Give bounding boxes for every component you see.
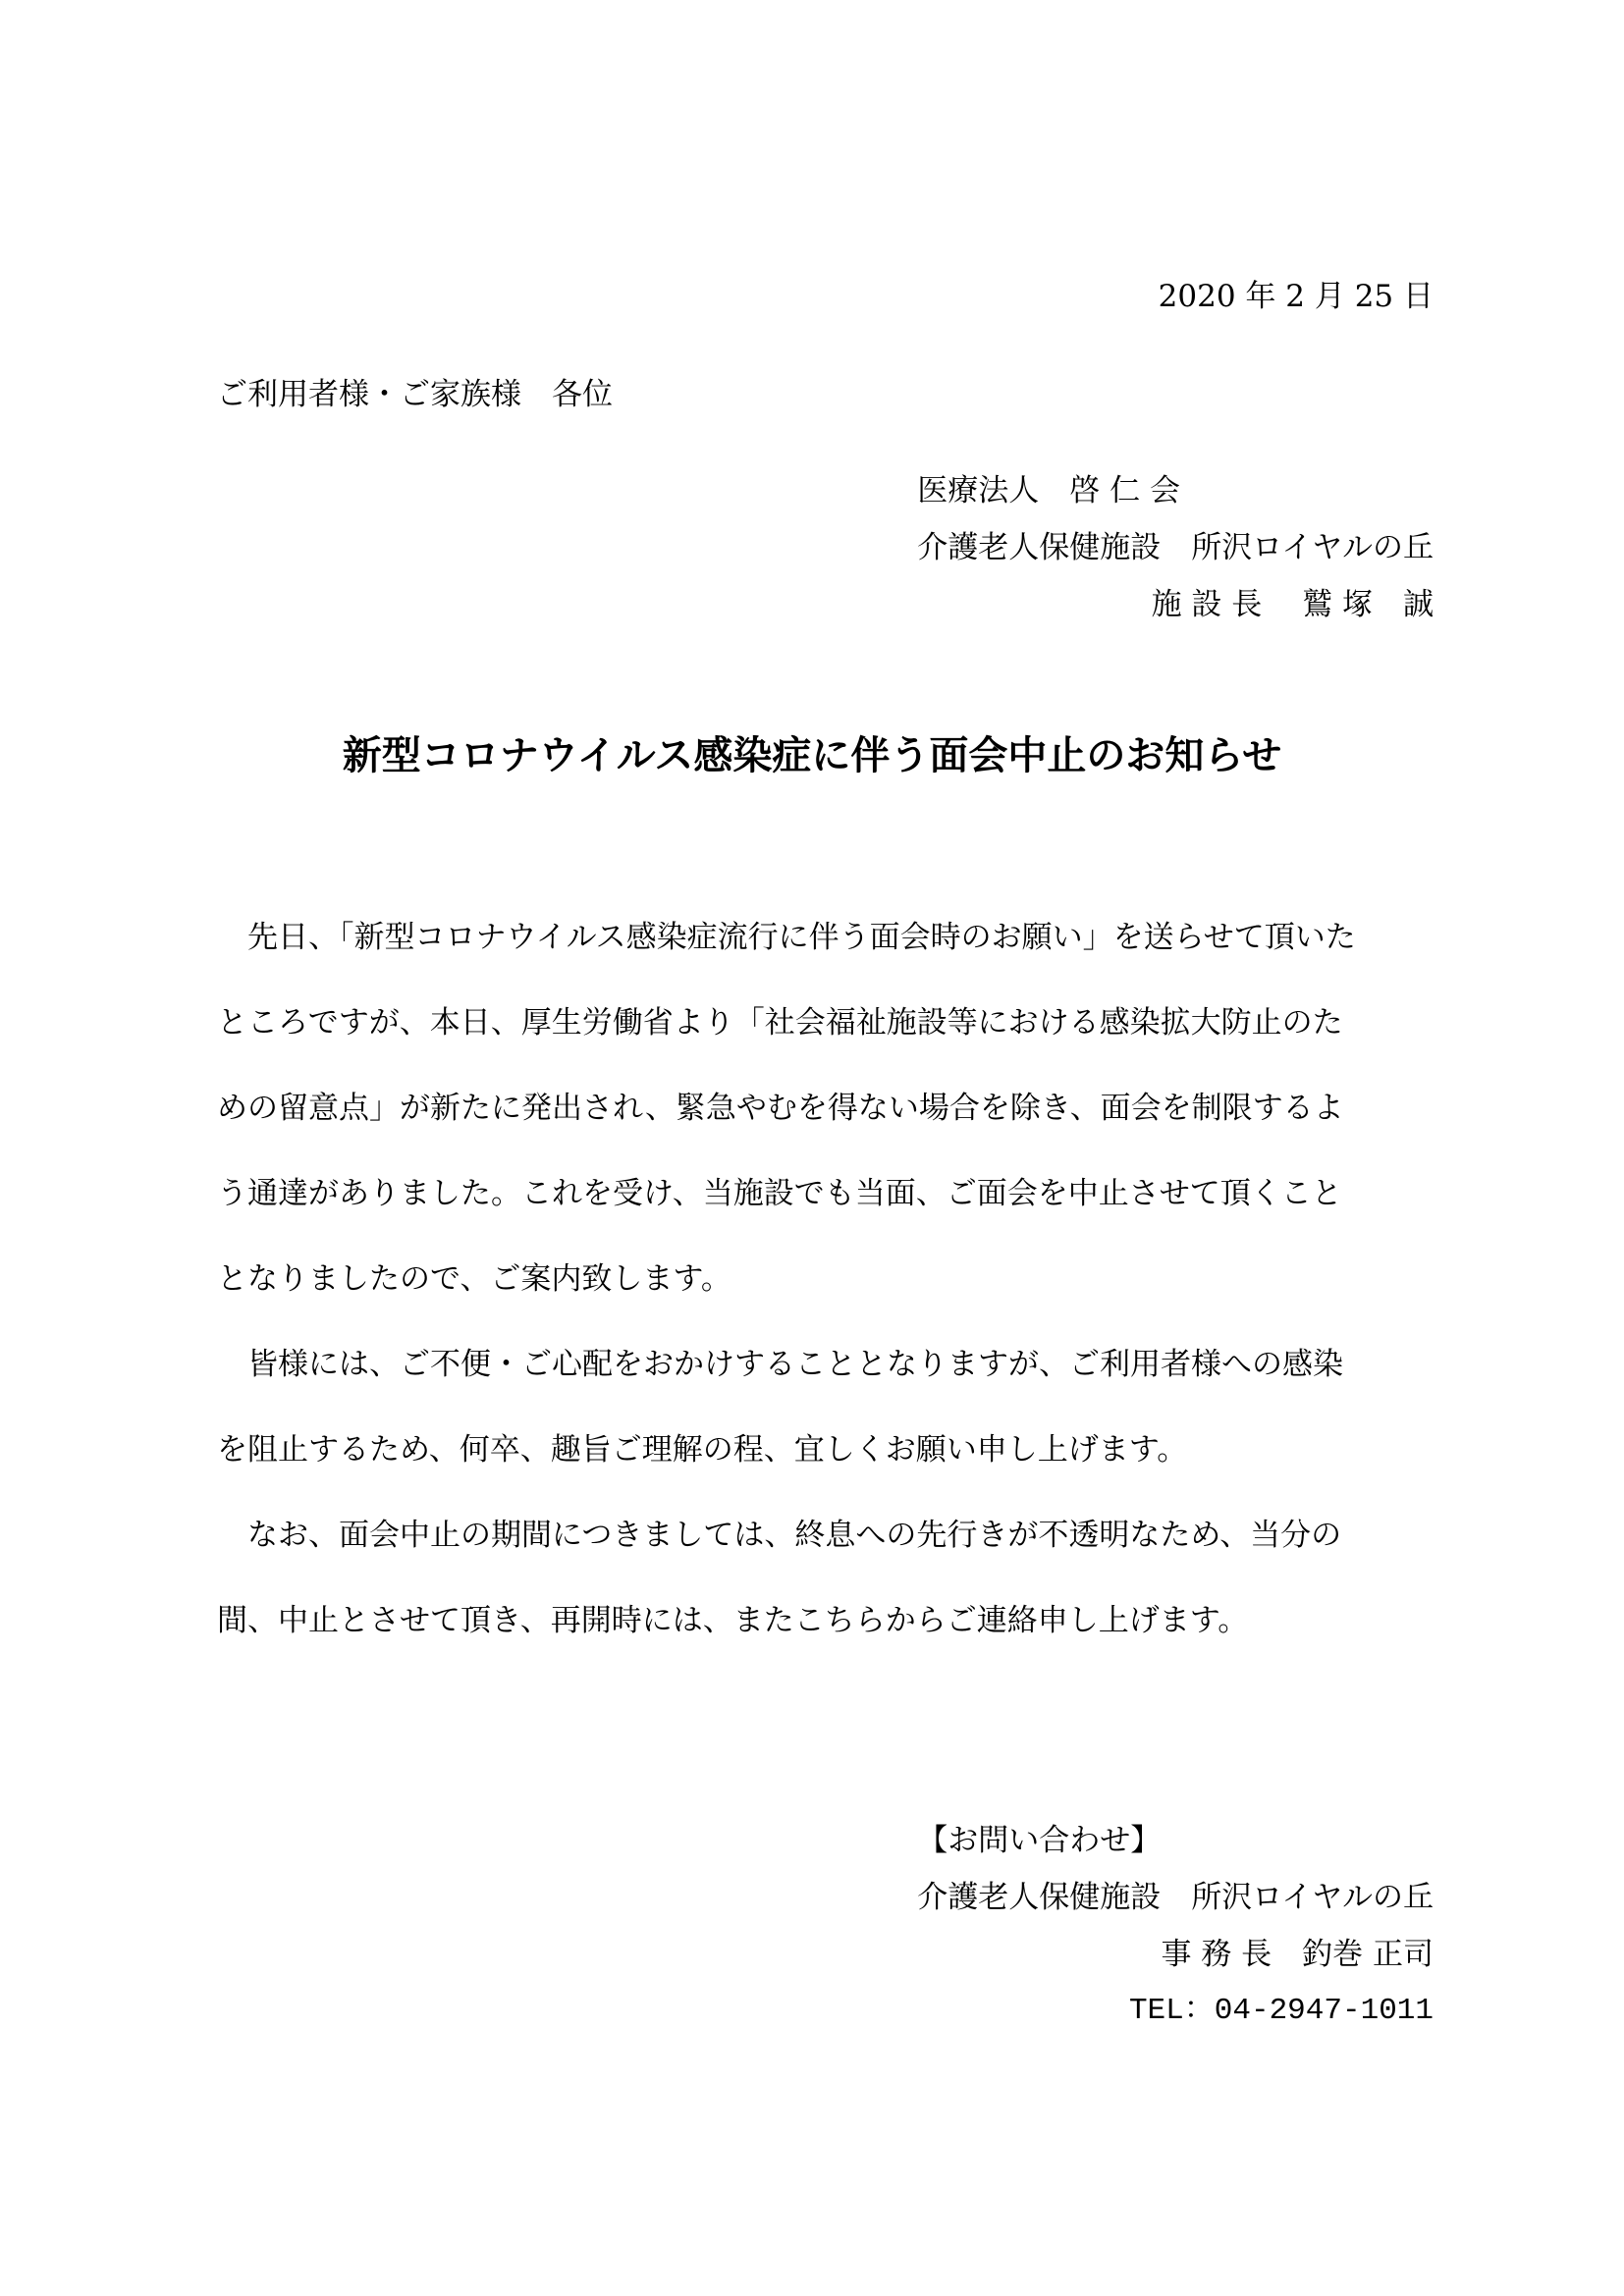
body-line: めの留意点」が新たに発出され、緊急やむを得ない場合を除き、面会を制限するよ [217,1091,1344,1126]
body-line: を阻止するため、何卒、趣旨ご理解の程、宜しくお願い申し上げます。 [217,1432,1188,1468]
document-date: 2020 年 2 月 25 日 [1158,279,1434,314]
body-line: となりましたので、ご案内致します。 [217,1261,731,1297]
contact-heading: 【お問い合わせ】 [917,1823,1162,1858]
contact-block [917,1821,1434,2049]
body-line: 間、中止とさせて頂き、再開時には、またこちらからご連絡申し上げます。 [217,1603,1249,1638]
issuer-block [917,471,1434,642]
contact-facility: 介護老人保健施設 所沢ロイヤルの丘 [917,1880,1434,1915]
notice-body [217,918,1435,1686]
body-line: う通達がありました。これを受け、当施設でも当面、ご面会を中止させて頂くこと [217,1176,1342,1211]
body-line: 皆様には、ご不便・ご心配をおかけすることとなりますが、ご利用者様への感染 [247,1347,1343,1382]
body-line: 先日、「新型コロナウイルス感染症流行に伴う面会時のお願い」を送らせて頂いた [247,920,1356,955]
addressee: ご利用者様・ご家族様 各位 [217,377,613,412]
issuer-corporation: 医療法人 啓 仁 会 [917,473,1180,508]
contact-phone: TEL：04-2947-1011 [1128,1994,1434,2028]
issuer-facility: 介護老人保健施設 所沢ロイヤルの丘 [917,530,1434,565]
body-line: ところですが、本日、厚生労働省より「社会福祉施設等における感染拡大防止のた [217,1005,1343,1041]
contact-manager: 事 務 長 釣巻 正司 [1161,1937,1434,1972]
notice-title: 新型コロナウイルス感染症に伴う面会中止のお知らせ [342,733,1282,778]
body-line: なお、面会中止の期間につきましては、終息への先行きが不透明なため、当分の [247,1518,1342,1553]
issuer-director: 施 設 長 鷲 塚 誠 [1151,587,1434,622]
